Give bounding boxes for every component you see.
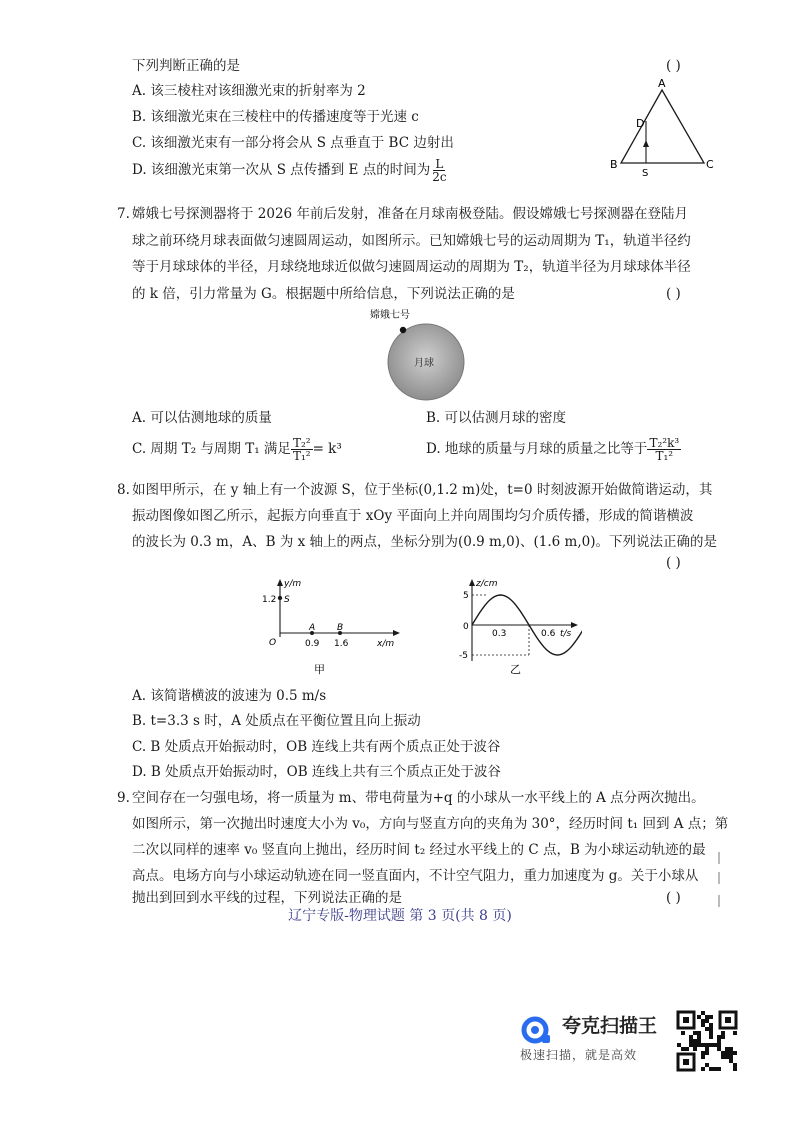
qr-module <box>705 1015 709 1019</box>
q9-line-5: 抛出到回到水平线的过程，下列说法正确的是 <box>132 890 402 906</box>
qr-module <box>717 1039 721 1043</box>
q6-option-d-numerator: L <box>435 157 444 171</box>
qr-module <box>701 1055 705 1059</box>
qr-module <box>693 1031 697 1035</box>
qr-module <box>689 1039 693 1043</box>
qr-module <box>721 1035 725 1039</box>
quark-logo-icon <box>520 1015 552 1045</box>
qr-module <box>693 1047 697 1051</box>
qr-module <box>721 1031 725 1035</box>
qr-module <box>709 1067 713 1071</box>
scan-edge-mark <box>718 872 720 884</box>
qr-module <box>733 1063 737 1067</box>
qr-module <box>717 1047 721 1051</box>
q7-option-d <box>426 437 681 462</box>
qr-module <box>729 1055 733 1059</box>
qr-module <box>717 1067 721 1071</box>
qr-module <box>705 1051 709 1055</box>
q9-line-1: 空间存在一匀强电场，将一质量为 m、带电荷量为+q 的小球从一水平线上的 A 点分两次抛出。 <box>132 790 705 806</box>
q9-number: 9. <box>117 790 130 806</box>
q9-line-4: 高点。电场方向与小球运动轨迹在同一竖直面内，不计空气阻力，重力加速度为 g。关于小球从 <box>132 868 699 884</box>
qr-module <box>701 1019 705 1023</box>
q7-line-2: 球之前环绕月球表面做匀速圆周运动，如图所示。已知嫦娥七号的运动周期为 T₁，轨道半径约 <box>132 233 691 249</box>
q6-triangle-figure <box>606 78 716 178</box>
probe-label: 嫦娥七号 <box>370 310 410 321</box>
q8-option-a: A. 该简谐横波的波速为 0.5 m/s <box>132 688 327 704</box>
jia-source-point <box>278 596 282 600</box>
qr-module <box>733 1031 737 1035</box>
qr-module <box>717 1043 721 1047</box>
qr-module <box>729 1051 733 1055</box>
qr-module <box>729 1059 733 1063</box>
qr-module <box>705 1043 709 1047</box>
qr-module <box>709 1035 713 1039</box>
q8-line-1: 如图甲所示，在 y 轴上有一个波源 S，位于坐标(0,1.2 m)处，t=0 时刻波源开始做简谐运动，其 <box>132 482 713 498</box>
qr-module <box>705 1027 709 1031</box>
q7-option-d-fraction <box>647 437 681 462</box>
q8-number: 8. <box>117 482 130 498</box>
q8-figure-jia <box>256 575 406 683</box>
yi-caption: 乙 <box>510 663 521 676</box>
q7-answer-paren: ( ) <box>666 286 681 302</box>
qr-module <box>681 1031 685 1035</box>
qr-module <box>697 1043 701 1047</box>
jia-tick-a: 0.9 <box>305 639 320 649</box>
qr-module <box>701 1011 705 1015</box>
scanner-brand <box>516 1013 666 1063</box>
qr-module <box>709 1023 713 1027</box>
q8-figure-yi <box>452 575 582 683</box>
jia-y-arrow-icon <box>277 579 283 586</box>
q8-option-c: C. B 处质点开始振动时，OB 连线上共有两个质点正处于波谷 <box>132 739 501 755</box>
jia-tick-b: 1.6 <box>334 639 349 649</box>
q7-option-c-text: C. 周期 T₂ 与周期 T₁ 满足 <box>132 440 291 457</box>
q6-option-d-fraction <box>430 158 448 183</box>
q7-option-b: B. 可以估测月球的密度 <box>426 410 567 426</box>
q6-option-d-denominator: 2c <box>432 170 447 184</box>
q7-option-c-denominator: T₁² <box>292 449 311 463</box>
q6-option-a: A. 该三棱柱对该细激光束的折射率为 2 <box>132 83 366 99</box>
qr-module <box>701 1051 705 1055</box>
q7-line-4: 的 k 倍，引力常量为 G。根据题中所给信息，下列说法正确的是 <box>132 286 515 302</box>
qr-module <box>729 1047 733 1051</box>
jia-a-label: A <box>309 623 316 633</box>
label-s: S <box>642 168 649 178</box>
qr-module <box>701 1067 705 1071</box>
q6-option-c: C. 该细激光束有一部分将会从 S 点垂直于 BC 边射出 <box>132 135 454 151</box>
q7-option-c-numerator: T₂² <box>292 436 311 450</box>
qr-module <box>697 1015 701 1019</box>
q7-line-3: 等于月球球体的半径，月球绕地球近似做匀速圆周运动的周期为 T₂，轨道半径为月球球体半径 <box>132 259 691 275</box>
brand-slogan: 极速扫描，就是高效 <box>520 1048 638 1062</box>
jia-x-axis-label: x/m <box>377 639 395 649</box>
yi-z-arrow-icon <box>469 579 475 586</box>
q9-answer-paren: ( ) <box>666 890 681 906</box>
jia-origin-label: O <box>269 638 277 648</box>
q7-option-d-denominator: T₁² <box>655 449 674 463</box>
qr-module <box>689 1043 693 1047</box>
yi-z-axis-label: z/cm <box>476 579 498 589</box>
q6-intro: 下列判断正确的是 <box>132 58 240 74</box>
qr-module <box>705 1019 709 1023</box>
qr-module <box>733 1067 737 1071</box>
qr-module <box>713 1067 717 1071</box>
q7-option-c <box>132 437 342 462</box>
q6-option-b: B. 该细激光束在三棱柱中的传播速度等于光速 c <box>132 109 419 125</box>
moon-label: 月球 <box>414 358 434 369</box>
q7-line-1: 嫦娥七号探测器将于 2026 年前后发射，准备在月球南极登陆。假设嫦娥七号探测器在登陆月 <box>132 206 688 222</box>
q7-option-c-fraction <box>291 437 313 462</box>
qr-module <box>693 1043 697 1047</box>
label-a: A <box>658 78 666 90</box>
yi-t2-label: 0.6 <box>541 629 556 639</box>
qr-module <box>689 1035 693 1039</box>
label-b: B <box>610 158 618 171</box>
qr-module <box>677 1043 681 1047</box>
qr-module <box>693 1039 697 1043</box>
qr-module <box>709 1027 713 1031</box>
label-d: D <box>636 117 645 130</box>
qr-module <box>709 1043 713 1047</box>
qr-module <box>721 1055 725 1059</box>
qr-module <box>717 1035 721 1039</box>
yi-max-label: 5 <box>463 591 469 601</box>
q7-option-a: A. 可以估测地球的质量 <box>132 410 272 426</box>
brand-name: 夸克扫描王 <box>562 1015 658 1037</box>
jia-y-tick: 1.2 <box>262 595 277 605</box>
q6-answer-paren: ( ) <box>666 58 681 74</box>
jia-b-label: B <box>337 623 344 633</box>
jia-caption: 甲 <box>314 663 325 676</box>
q7-option-d-numerator: T₂²k³ <box>649 436 680 450</box>
jia-source-label: S <box>284 595 290 605</box>
yi-t-arrow-icon <box>571 622 578 628</box>
yi-t1-label: 0.3 <box>492 629 507 639</box>
scan-edge-mark <box>718 895 720 907</box>
q8-option-d: D. B 处质点开始振动时，OB 连线上共有三个质点正处于波谷 <box>132 764 501 780</box>
yi-zero-label: 0 <box>463 622 469 632</box>
qr-module <box>725 1051 729 1055</box>
probe-dot-icon <box>400 327 406 333</box>
q7-moon-figure <box>370 307 480 403</box>
q8-option-b: B. t=3.3 s 时，A 处质点在平衡位置且向上振动 <box>132 713 421 729</box>
beam-arrow-icon <box>643 140 649 147</box>
q9-line-2: 如图所示，第一次抛出时速度大小为 v₀，方向与竖直方向的夹角为 30°，经历时间 t₁ 回到 A 点；第 <box>132 816 729 832</box>
q7-number: 7. <box>117 206 130 222</box>
triangle-abc <box>621 90 704 163</box>
jia-x-arrow-icon <box>393 630 400 636</box>
label-c: C <box>706 158 714 171</box>
q7-option-c-rhs: = k³ <box>312 440 342 457</box>
q7-option-d-text: D. 地球的质量与月球的质量之比等于 <box>426 440 648 457</box>
q8-line-3: 的波长为 0.3 m，A、B 为 x 轴上的两点，坐标分别为(0.9 m,0)、(1.6 m,0)。下列说法正确的是 <box>132 534 717 550</box>
qr-module <box>697 1039 701 1043</box>
q8-line-2: 振动图像如图乙所示，起振方向垂直于 xOy 平面向上并向周围均匀介质传播，形成的简谐横波 <box>132 508 694 524</box>
q6-option-d <box>132 158 449 183</box>
qr-module <box>681 1047 685 1051</box>
qr-module <box>701 1043 705 1047</box>
qr-code-icon <box>676 1010 738 1072</box>
qr-module <box>721 1051 725 1055</box>
qr-module <box>733 1051 737 1055</box>
yi-t-axis-label: t/s <box>560 629 572 639</box>
qr-module <box>701 1023 705 1027</box>
qr-module <box>697 1035 701 1039</box>
qr-module <box>709 1015 713 1019</box>
jia-y-axis-label: y/m <box>284 579 302 589</box>
q9-line-3: 二次以同样的速率 v₀ 竖直向上抛出，经历时间 t₂ 经过水平线上的 C 点，B 为小球运动轨迹的最 <box>132 842 706 858</box>
q6-option-d-text: D. 该细激光束第一次从 S 点传播到 E 点的时间为 <box>132 161 431 178</box>
yi-min-label: -5 <box>459 651 468 661</box>
qr-module <box>709 1031 713 1035</box>
qr-module <box>705 1063 709 1067</box>
qr-module <box>697 1031 701 1035</box>
q8-answer-paren: ( ) <box>666 555 681 571</box>
qr-module <box>713 1043 717 1047</box>
qr-module <box>725 1055 729 1059</box>
scan-edge-mark <box>718 852 720 864</box>
page-footer: 辽宁专版-物理试题 第 3 页(共 8 页) <box>288 908 512 924</box>
qr-module <box>725 1047 729 1051</box>
qr-module <box>685 1047 689 1051</box>
qr-module <box>705 1047 709 1051</box>
